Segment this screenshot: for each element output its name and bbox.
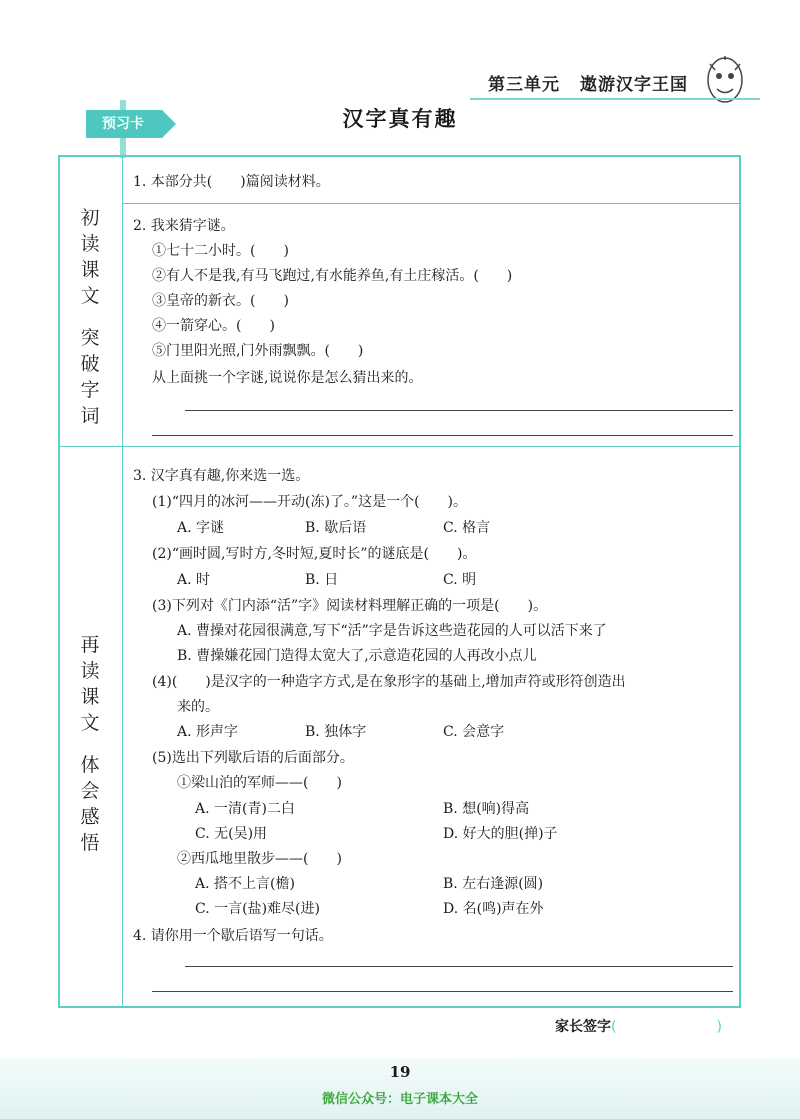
side-char: 课 <box>80 686 100 708</box>
answer-line[interactable] <box>185 410 733 411</box>
option: C. 无(吴)用 <box>195 826 268 842</box>
q3-sub3: (3)下列对《门内添“活”字》阅读材料理解正确的一项是( )。 <box>152 598 548 614</box>
q3-sub5-a: ①梁山泊的军师——( ) <box>177 775 342 791</box>
section-1-label <box>58 205 122 429</box>
option: B. 独体字 <box>305 724 367 740</box>
riddle-item: ②有人不是我,有马飞跑过,有水能养鱼,有土庄稼活。( ) <box>152 268 513 284</box>
preview-badge-label: 预习卡 <box>102 116 144 132</box>
question-1: 1. 本部分共( )篇阅读材料。 <box>133 174 330 190</box>
unit-header <box>488 70 688 95</box>
option: A. 时 <box>177 572 211 588</box>
page-title: 汉字真有趣 <box>342 107 458 131</box>
parent-signature-label: 家长签字 <box>555 1019 611 1035</box>
option: C. 格言 <box>443 520 491 536</box>
section-2-label <box>58 632 122 856</box>
q3-sub2: (2)“画时圆,写时方,冬时短,夏时长”的谜底是( )。 <box>152 546 477 562</box>
answer-line[interactable] <box>152 435 733 436</box>
question-2-followup: 从上面挑一个字谜,说说你是怎么猜出来的。 <box>152 370 423 386</box>
side-char: 读 <box>80 660 100 682</box>
section-divider <box>60 446 739 447</box>
option: C. 会意字 <box>443 724 505 740</box>
side-char: 感 <box>80 806 100 828</box>
side-char: 悟 <box>80 832 100 854</box>
question-2-prompt: 2. 我来猜字谜。 <box>133 218 235 234</box>
question-3-prompt: 3. 汉字真有趣,你来选一选。 <box>133 468 310 484</box>
answer-line[interactable] <box>152 991 733 992</box>
unit-number: 第三单元 <box>488 75 560 95</box>
signature-paren-close: ) <box>716 1019 722 1035</box>
page-number: 19 <box>389 1063 411 1081</box>
side-char: 体 <box>80 754 100 776</box>
q3-sub5: (5)选出下列歇后语的后面部分。 <box>152 750 354 766</box>
option: B. 曹操嫌花园门造得太宽大了,示意造花园的人再改小点儿 <box>177 648 537 664</box>
answer-line[interactable] <box>185 966 733 967</box>
riddle-item: ①七十二小时。( ) <box>152 243 289 259</box>
option: A. 形声字 <box>177 724 239 740</box>
option: B. 日 <box>305 572 339 588</box>
q3-sub4: (4)( )是汉字的一种造字方式,是在象形字的基础上,增加声符或形符创造出 <box>152 674 626 690</box>
side-char: 课 <box>80 259 100 281</box>
option: B. 想(响)得高 <box>443 801 530 817</box>
side-char: 突 <box>80 327 100 349</box>
option: B. 左右逢源(圆) <box>443 876 544 892</box>
option: C. 明 <box>443 572 477 588</box>
side-char: 字 <box>80 379 100 401</box>
signature-paren-open: ( <box>611 1019 617 1035</box>
q3-sub1: (1)“四月的冰河——开动(冻)了。”这是一个( )。 <box>152 494 467 510</box>
riddle-item: ③皇帝的新衣。( ) <box>152 293 289 309</box>
option: A. 字谜 <box>177 520 225 536</box>
riddle-item: ⑤门里阳光照,门外雨飘飘。( ) <box>152 343 364 359</box>
parent-signature <box>555 1016 722 1036</box>
question-4: 4. 请你用一个歇后语写一句话。 <box>133 928 333 944</box>
option: A. 曹操对花园很满意,写下“活”字是告诉这些造花园的人可以活下来了 <box>177 623 607 639</box>
option: A. 一清(青)二白 <box>195 801 295 817</box>
option: C. 一言(盐)难尽(进) <box>195 901 320 917</box>
side-char: 文 <box>80 285 100 307</box>
q3-sub4-cont: 来的。 <box>177 699 219 715</box>
side-char: 破 <box>80 353 100 375</box>
option: A. 搭不上言(檐) <box>195 876 295 892</box>
riddle-item: ④一箭穿心。( ) <box>152 318 275 334</box>
header-divider <box>470 98 760 100</box>
option: B. 歇后语 <box>305 520 367 536</box>
side-char: 会 <box>80 780 100 802</box>
side-char: 读 <box>80 233 100 255</box>
option: D. 名(鸣)声在外 <box>443 901 544 917</box>
side-char: 初 <box>80 207 100 229</box>
side-char: 文 <box>80 712 100 734</box>
column-divider <box>122 157 123 1006</box>
unit-title: 遨游汉字王国 <box>580 75 688 95</box>
side-char: 词 <box>80 405 100 427</box>
footer-text: 微信公众号：电子课本大全 <box>321 1092 478 1107</box>
option: D. 好大的胆(掸)子 <box>443 826 558 842</box>
side-char: 再 <box>80 634 100 656</box>
q3-sub5-b: ②西瓜地里散步——( ) <box>177 851 342 867</box>
row-divider <box>122 203 739 204</box>
